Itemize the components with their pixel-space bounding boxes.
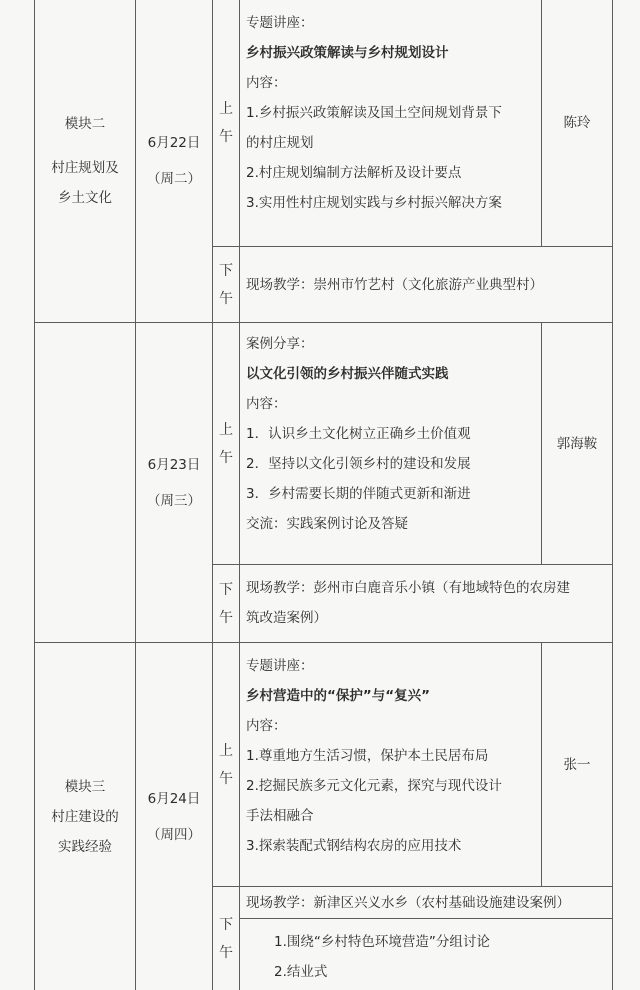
session-content — [240, 0, 541, 246]
session-content — [240, 323, 541, 564]
module-name: 模块三 — [64, 778, 106, 795]
teacher-cell — [542, 0, 612, 246]
content-line: 2.村庄规划编制方法解析及设计要点 — [246, 165, 462, 181]
teacher-name: 陈玲 — [563, 115, 591, 131]
session-content — [240, 643, 541, 886]
content-line: 内容： — [246, 718, 287, 734]
teacher-cell — [542, 323, 612, 564]
period-char: 下 — [219, 916, 233, 933]
period-char: 午 — [219, 449, 233, 466]
period-char: 上 — [219, 742, 233, 759]
period-cell — [213, 323, 239, 564]
session-extra — [240, 919, 612, 990]
session-content — [240, 887, 612, 918]
period-char: 午 — [219, 944, 233, 961]
session-title: 乡村营造中的“保护”与“复兴” — [246, 688, 430, 704]
module-name: 模块二 — [64, 116, 106, 132]
content-line: 筑改造案例） — [246, 610, 327, 626]
content-line: 专题讲座： — [246, 15, 314, 31]
session-title: 乡村振兴政策解读与乡村规划设计 — [246, 45, 449, 61]
content-line: 现场教学：彭州市白鹿音乐小镇（有地域特色的农房建 — [246, 580, 570, 596]
content-line: 内容： — [246, 75, 287, 91]
weekday-label: （周二） — [147, 171, 201, 187]
content-line: 1.围绕“乡村特色环境营造”分组讨论 — [274, 934, 490, 950]
content-line: 内容： — [246, 396, 287, 412]
period-cell — [213, 643, 239, 886]
content-line: 3．乡村需要长期的伴随式更新和渐进 — [246, 486, 471, 502]
content-line: 案例分享： — [246, 336, 314, 352]
date-label: 6月24日 — [147, 790, 201, 807]
content-line: 专题讲座： — [246, 658, 314, 674]
content-line: 现场教学：崇州市竹艺村（文化旅游产业典型村） — [246, 276, 543, 293]
module-subtitle: 村庄建设的 — [51, 808, 119, 825]
content-line: 3.实用性村庄规划实践与乡村振兴解决方案 — [246, 195, 502, 211]
content-line: 1.乡村振兴政策解读及国土空间规划背景下 — [246, 105, 502, 121]
period-char: 午 — [219, 290, 233, 307]
date-cell — [136, 0, 212, 322]
period-char: 下 — [219, 262, 233, 279]
content-line: 现场教学：新津区兴义水乡（农村基础设施建设案例） — [246, 894, 570, 911]
period-cell — [213, 565, 239, 642]
module-subtitle: 村庄规划及 — [51, 160, 119, 176]
content-line: 1.尊重地方生活习惯，保护本土民居布局 — [246, 748, 489, 764]
period-cell — [213, 0, 239, 246]
period-cell — [213, 247, 239, 322]
content-line: 手法相融合 — [246, 808, 314, 824]
session-content — [240, 247, 612, 322]
content-line: 的村庄规划 — [246, 135, 314, 151]
teacher-cell — [542, 643, 612, 886]
content-line: 2.结业式 — [274, 964, 328, 980]
teacher-name: 张一 — [563, 756, 591, 773]
module-cell — [35, 643, 135, 990]
date-cell — [136, 323, 212, 642]
period-char: 下 — [219, 581, 233, 598]
period-cell — [213, 887, 239, 990]
content-line: 2.挖掘民族多元文化元素，探究与现代设计 — [246, 778, 502, 794]
content-line: 3.探索装配式钢结构农房的应用技术 — [246, 838, 462, 854]
content-line: 2．坚持以文化引领乡村的建设和发展 — [246, 456, 471, 472]
content-line: 交流：实践案例讨论及答疑 — [246, 516, 408, 532]
module-subtitle: 乡土文化 — [58, 190, 112, 206]
content-line: 1．认识乡土文化树立正确乡土价值观 — [246, 426, 471, 442]
session-content — [240, 565, 612, 642]
date-label: 6月22日 — [147, 135, 201, 151]
date-cell — [136, 643, 212, 990]
session-title: 以文化引领的乡村振兴伴随式实践 — [246, 366, 449, 382]
period-char: 上 — [219, 421, 233, 438]
module-subtitle: 实践经验 — [58, 838, 112, 855]
period-char: 午 — [219, 609, 233, 626]
period-char: 上 — [219, 101, 233, 117]
teacher-name: 郭海鞍 — [556, 435, 598, 452]
period-char: 午 — [219, 129, 233, 145]
weekday-label: （周四） — [147, 826, 201, 843]
module-cell — [35, 0, 135, 322]
date-label: 6月23日 — [147, 456, 201, 473]
period-char: 午 — [219, 770, 233, 787]
weekday-label: （周三） — [147, 492, 201, 509]
